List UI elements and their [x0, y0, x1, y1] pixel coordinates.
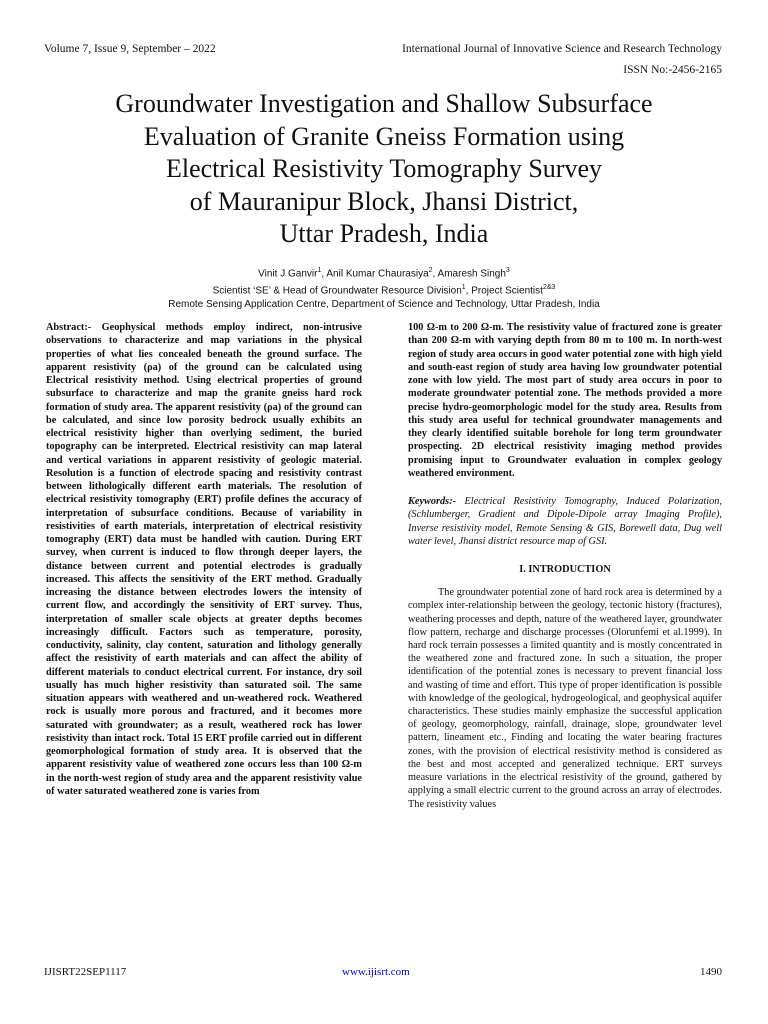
right-column: [408, 321, 722, 811]
keywords-label: Keywords:-: [408, 496, 457, 507]
title-line: Evaluation of Granite Gneiss Formation using: [143, 121, 625, 151]
footer-website-link[interactable]: www.ijisrt.com: [342, 966, 410, 978]
header-issn: ISSN No:-2456-2165: [623, 64, 722, 76]
title-line: of Mauranipur Block, Jhansi District,: [189, 186, 579, 216]
introduction-text: The groundwater potential zone of hard rock area is determined by a complex inter-relationship between the geology, tectonic history (fractures), weathering processes and depth, nature of the weathered layer, groundwater flow pattern, recharge and discharge processes (Olorunfemi et al.1999). In hard rock terrain possesses a limited quantity and is mostly concentrated in the weathered zone and fractured zone. In such a situation, the proper identification of the potential zones is necessary to prevent financial loss and wasting of time and effort. This type of proper identification is possible with knowledge of the geological, hydrogeological, and geophysical aquifer characteristics. These studies mainly emphasize the successful application of geology, geomorphology, rainfall, drainage, slope, groundwater level pattern, lineament etc., Finding and locating the water bearing fractures zones, with the provision of electrical resistivity method is considered as the best and most accepted and generalized technique. ERT surveys measure variations in the electrical resistivity of the ground, gathered by applying a small electric current to the ground across an array of electrodes. The resistivity values: [408, 587, 722, 810]
author-block: [40, 264, 728, 311]
title-line: Groundwater Investigation and Shallow Subsurface: [115, 89, 653, 118]
title-line: Uttar Pradesh, India: [279, 219, 489, 248]
author-affiliation-roles: Scientist ‘SE’ & Head of Groundwater Resource Division$^1$, Project Scientist$^{2\&3}$: [212, 283, 556, 297]
footer-paper-code: IJISRT22SEP1117: [44, 966, 127, 978]
author-affiliation-institute: Remote Sensing Application Centre, Department of Science and Technology, Uttar Pradesh, India: [168, 298, 600, 310]
keywords-text: Electrical Resistivity Tomography, Induced Polarization, (Schlumberger, Gradient and Dipole-Dipole array Imaging Profile), Inverse resistivity model, Remote Sensing & GIS, Borewell data, Dug well water level, Jhansi district resource map of GSI.: [408, 496, 722, 547]
title-line: Electrical Resistivity Tomography Survey: [165, 154, 602, 183]
abstract-text: Abstract:- Geophysical methods employ indirect, non-intrusive observations to characterize and map variations in the physical properties of what lies concealed beneath the ground surface. The apparent resistivity (ρa) of the ground can be calculated using Electrical resistivity method. Using electrical properties of ground subsurface to characterize and map the granite gneiss hard rock formation of study area. The apparent resistivity (ρa) of the ground can be calculated, and since low porosity bedrock usually exhibits an electrical resistivity higher than overlying sediment, the buried topography can be interpreted. Electrical resistivity can map lateral and vertical variations in apparent resistivity of geologic material. Resolution is a function of electrode spacing and resistivity contrast between lithologically different earth materials. The resolution of electrical resistivity tomography (ERT) profile defines the accuracy of interpretation of subsurface conditions. Because of variability in resistivities of earth materials, interpretation of electrical resistivity tomography (ERT) data must be handled with caution. During ERT survey, when current is induced to flow through deeper layers, the distance between current and potential electrodes is gradually increased. This affects the sensitivity of the ERT method. Gradually increasing the distance between electrodes lowers the intensity of current flow, and accordingly the sensitivity of ERT survey. Thus, interpretation of smaller scale objects at greater depths becomes increasingly difficult. Factors such as temperature, porosity, conductivity, salinity, clay content, saturation and lithology generally affect the resistivity of earth materials and can affect the ability of different materials to conduct electrical current. For instance, dry soil usually has much higher resistivity than saturated soil. The same situation appears with weathered and un-weathered rock. Weathered rock is usually more porous and fractured, and it becomes more saturated with groundwater; as a result, weathered rock has lower resistivity than intact rock. Total 15 ERT profile carried out in different geomorphological formation of study area. It is observed that the apparent resistivity value of weathered zone occurs less than 100 Ω-m in the north-west region of study area and the apparent resistivity value of water saturated weathered zone is varies from: [46, 322, 362, 797]
header-journal: International Journal of Innovative Science and Research Technology: [402, 43, 722, 55]
footer-page-number: 1490: [700, 966, 722, 978]
left-column: [46, 321, 362, 798]
author-names: Vinit J Ganvir$^1$, Anil Kumar Chaurasiya$^2$, Amaresh Singh$^3$: [258, 267, 510, 280]
keywords: [408, 495, 722, 548]
section-heading: I. INTRODUCTION: [519, 564, 611, 575]
paper-title: [40, 88, 728, 251]
abstract-continued: 100 Ω-m to 200 Ω-m. The resistivity value of fractured zone is greater than 200 Ω-m with varying depth from 80 m to 100 m. In north-west region of study area occurs in good water potential zone with high yield and south-east region of study area having low groundwater potential zone with low yield. The most part of study area occurs in poor to moderate groundwater potential zone. The methods provided a more precise hydro-geomorphologic model for the study area. Results from this study area useful for technical groundwater managements and they clearly identified suitable borehole for long term groundwater prospecting. 2D electrical resistivity imaging method provides promising input to Groundwater evaluation in complex geology weathered environment.: [408, 322, 722, 479]
header-volume: Volume 7, Issue 9, September – 2022: [44, 43, 216, 55]
